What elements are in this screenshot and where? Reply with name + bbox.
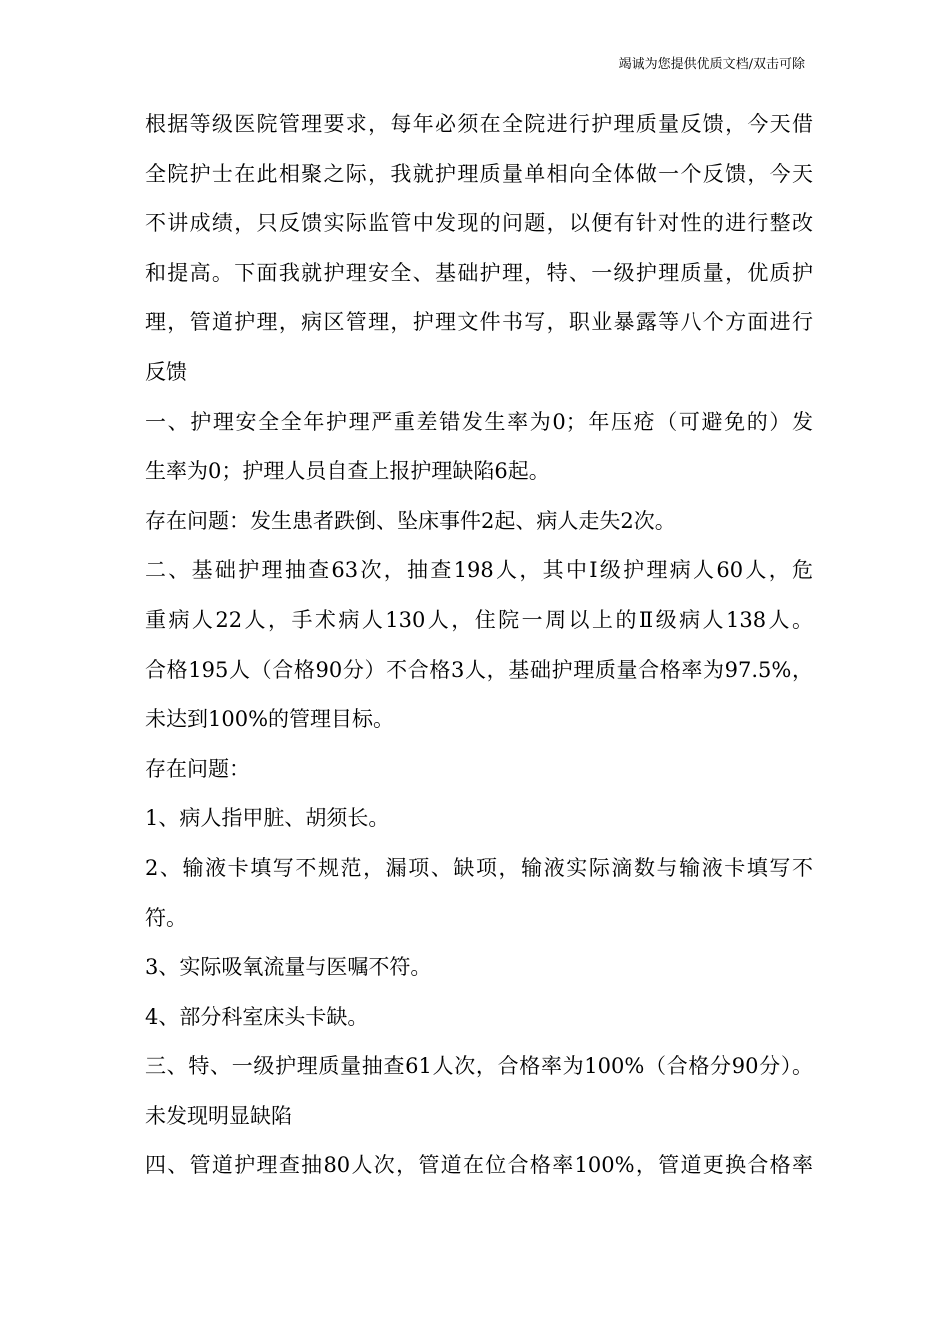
text-line: 一、护理安全全年护理严重差错发生率为0；年压疮（可避免的）发 [145,409,813,434]
text-line: 生率为0；护理人员自查上报护理缺陷6起。 [145,459,550,484]
text-line: 合格195人（合格90分）不合格3人，基础护理质量合格率为97.5%， [145,657,813,682]
text-line: 符。 [145,905,187,930]
text-line: 理，管道护理，病区管理，护理文件书写，职业暴露等八个方面进行 [145,310,813,335]
text-line: 3、实际吸氧流量与医嘱不符。 [145,955,432,980]
text-line: 反馈 [145,359,187,384]
text-line: 1、病人指甲脏、胡须长。 [145,806,390,831]
document-body [145,100,813,1191]
text-line: 不讲成绩，只反馈实际监管中发现的问题，以便有针对性的进行整改 [145,211,813,236]
text-line: 二、基础护理抽查63次，抽查198人，其中Ⅰ级护理病人60人，危 [145,558,813,583]
text-line: 三、特、一级护理质量抽查61人次，合格率为100%（合格分90分）。 [145,1054,813,1079]
text-line: 和提高。下面我就护理安全、基础护理，特、一级护理质量，优质护 [145,260,813,285]
text-line: 根据等级医院管理要求，每年必须在全院进行护理质量反馈，今天借 [145,112,813,136]
text-line: 全院护士在此相聚之际，我就护理质量单相向全体做一个反馈，今天 [145,161,813,186]
text-line: 存在问题：发生患者跌倒、坠床事件2起、病人走失2次。 [145,508,676,533]
text-line: 存在问题： [145,756,250,781]
text-line: 未达到100%的管理目标。 [145,707,395,732]
text-line: 未发现明显缺陷 [145,1103,292,1128]
text-line: 四、管道护理查抽80人次，管道在位合格率100%，管道更换合格率 [145,1153,813,1178]
page-header: 竭诚为您提供优质文档/双击可除 [618,57,805,72]
text-line: 重病人22人，手术病人130人，住院一周以上的Ⅱ级病人138人。 [145,607,813,632]
text-line: 4、部分科室床头卡缺。 [145,1004,369,1029]
text-line: 2、输液卡填写不规范，漏项、缺项，输液实际滴数与输液卡填写不 [145,855,813,880]
